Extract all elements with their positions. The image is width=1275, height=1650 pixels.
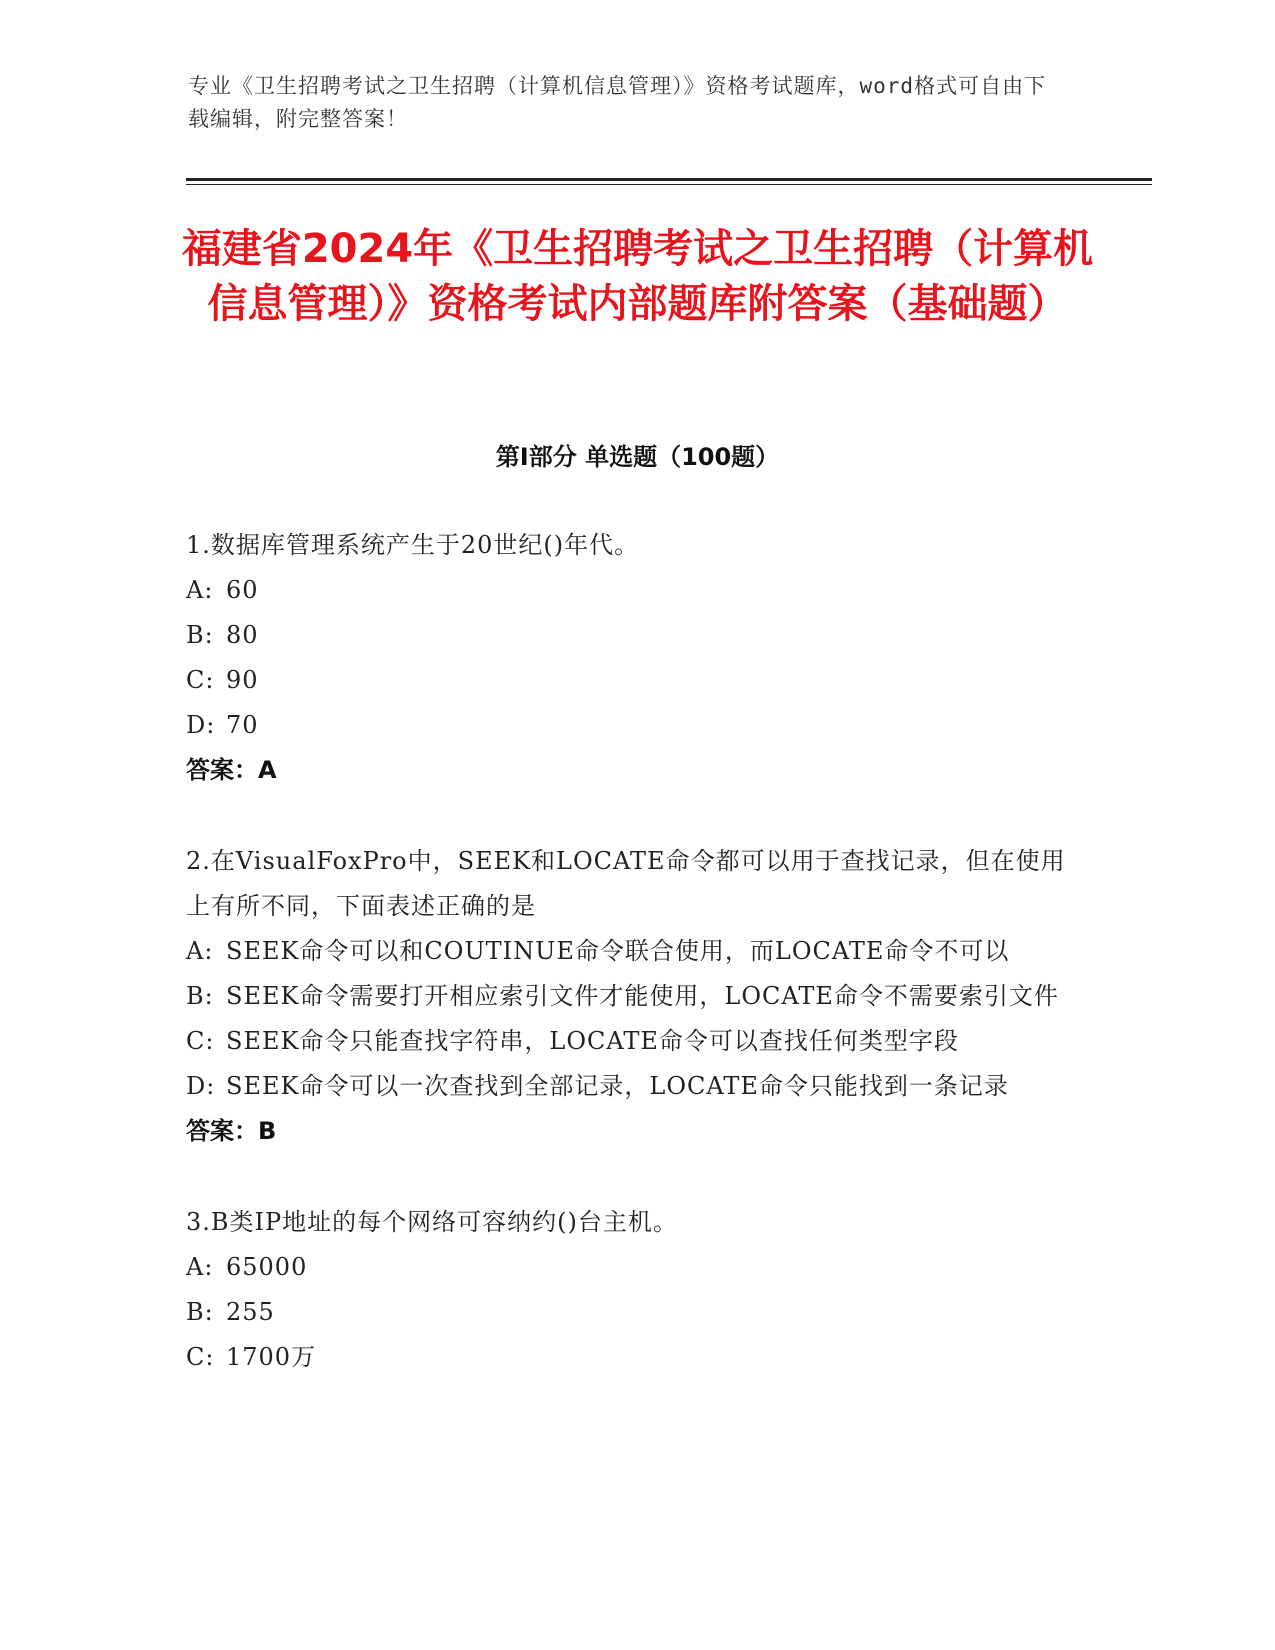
- document-title: 福建省2024年《卫生招聘考试之卫生招聘（计算机信息管理）》资格考试内部题库附答案（基础题）: [181, 226, 1094, 327]
- option-label: C:: [186, 666, 215, 694]
- option-c: [186, 1335, 1066, 1380]
- header-note: 专业《卫生招聘考试之卫生招聘（计算机信息管理）》资格考试题库，word格式可自由下载编辑，附完整答案！: [188, 74, 1047, 131]
- option-text: 80: [226, 621, 259, 649]
- option-label: B:: [186, 621, 214, 649]
- option-d: [186, 1064, 1066, 1109]
- option-b: [186, 613, 1066, 658]
- option-text: 1700万: [226, 1343, 317, 1371]
- option-text: 70: [226, 711, 259, 739]
- question-list: [186, 523, 1066, 1426]
- question-stem: 3.B类IP地址的每个网络可容纳约()台主机。: [186, 1208, 678, 1236]
- option-label: D:: [186, 711, 216, 739]
- option-label: A:: [186, 1253, 214, 1281]
- option-label: B:: [186, 1298, 214, 1326]
- option-label: A:: [186, 576, 214, 604]
- answer: 答案：B: [186, 1117, 277, 1145]
- option-d: [186, 703, 1066, 748]
- option-label: C:: [186, 1027, 215, 1055]
- option-a: [186, 568, 1066, 613]
- section-heading: 第I部分 单选题（100题）: [495, 443, 780, 471]
- option-text: 255: [226, 1298, 275, 1326]
- option-text: SEEK命令需要打开相应索引文件才能使用，LOCATE命令不需要索引文件: [226, 982, 1059, 1010]
- option-label: D:: [186, 1072, 216, 1100]
- option-text: 65000: [226, 1253, 308, 1281]
- option-c: [186, 1019, 1066, 1064]
- option-text: SEEK命令可以一次查找到全部记录，LOCATE命令只能找到一条记录: [226, 1072, 1009, 1100]
- question-stem: 1.数据库管理系统产生于20世纪()年代。: [186, 531, 640, 559]
- answer: 答案：A: [186, 756, 277, 784]
- option-label: B:: [186, 982, 214, 1010]
- option-text: SEEK命令可以和COUTINUE命令联合使用，而LOCATE命令不可以: [226, 937, 1010, 965]
- option-label: C:: [186, 1343, 215, 1371]
- option-a: [186, 929, 1066, 974]
- header-rule-thick: [186, 178, 1152, 181]
- option-a: [186, 1245, 1066, 1290]
- option-text: SEEK命令只能查找字符串，LOCATE命令可以查找任何类型字段: [226, 1027, 959, 1055]
- question-3: [186, 1200, 1066, 1380]
- question-stem: 2.在VisualFoxPro中，SEEK和LOCATE命令都可以用于查找记录，但在使用上有所不同，下面表述正确的是: [186, 847, 1066, 920]
- option-b: [186, 1290, 1066, 1335]
- question-1: [186, 523, 1066, 793]
- option-b: [186, 974, 1066, 1019]
- option-text: 90: [226, 666, 259, 694]
- option-text: 60: [226, 576, 259, 604]
- header-rule-thin: [186, 184, 1152, 185]
- question-2: [186, 839, 1066, 1154]
- option-label: A:: [186, 937, 214, 965]
- option-c: [186, 658, 1066, 703]
